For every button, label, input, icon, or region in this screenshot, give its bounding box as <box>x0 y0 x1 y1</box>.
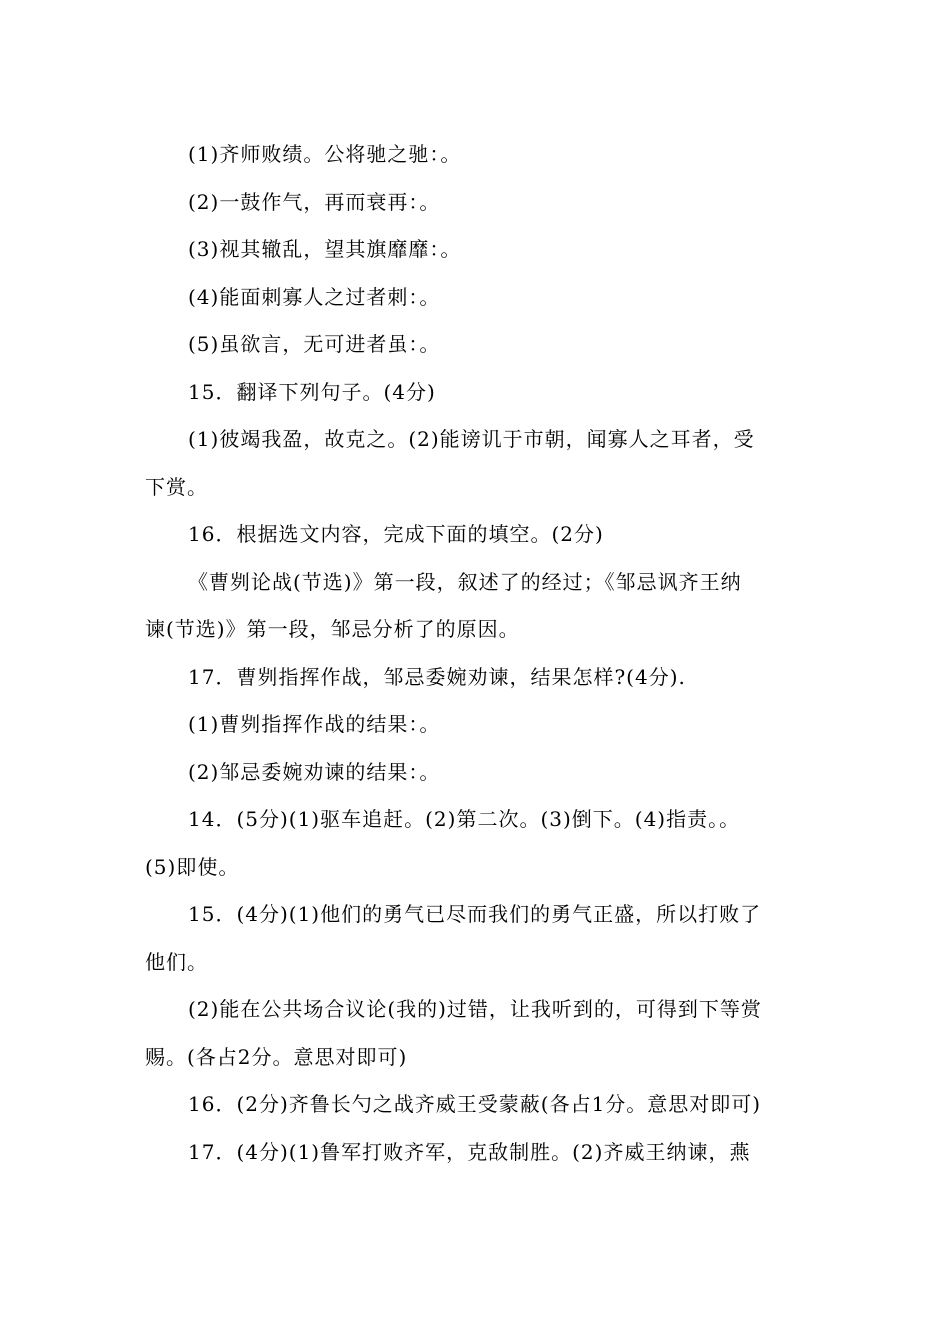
text-line-continuation: 谏(节选)》第一段，邹忌分析了的原因。 <box>145 617 520 641</box>
text-line-continuation: 赐。(各占2分。意思对即可) <box>145 1044 408 1069</box>
text-line: (4)能面刺寡人之过者刺：。 <box>188 284 441 309</box>
text-line: 《曹刿论战(节选)》第一段，叙述了的经过；《邹忌讽齐王纳 <box>188 569 742 594</box>
text-line-continuation: (5)即使。 <box>145 854 240 879</box>
answer-line: 15．(4分)(1)他们的勇气已尽而我们的勇气正盛，所以打败了 <box>188 902 762 926</box>
question-heading: 15．翻译下列句子。(4分) <box>188 379 436 404</box>
question-heading: 17．曹刿指挥作战，邹忌委婉劝谏，结果怎样?(4分). <box>188 664 686 689</box>
text-line: (2)一鼓作气，再而衰再：。 <box>188 189 441 214</box>
text-line: (1)曹刿指挥作战的结果：。 <box>188 712 441 736</box>
text-line: (1)齐师败绩。公将驰之驰：。 <box>188 142 462 166</box>
question-heading: 16．根据选文内容，完成下面的填空。(2分) <box>188 522 604 546</box>
text-line: (2)邹忌委婉劝谏的结果：。 <box>188 759 441 784</box>
text-line: (3)视其辙乱，望其旗靡靡：。 <box>188 237 462 261</box>
text-line: (1)彼竭我盈，故克之。(2)能谤讥于市朝，闻寡人之耳者，受 <box>188 427 755 451</box>
answer-line: 17．(4分)(1)鲁军打败齐军，克敌制胜。(2)齐威王纳谏，燕 <box>188 1139 751 1164</box>
answer-line: 16．(2分)齐鲁长勺之战齐威王受蒙蔽(各占1分。意思对即可) <box>188 1092 762 1116</box>
answer-line: 14．(5分)(1)驱车追赶。(2)第二次。(3)倒下。(4)指责。。 <box>188 807 741 831</box>
document-body <box>145 136 810 1181</box>
answer-line: (2)能在公共场合议论(我的)过错，让我听到的，可得到下等赏 <box>188 997 762 1021</box>
text-line-continuation: 下赏。 <box>145 474 208 499</box>
text-line: (5)虽欲言，无可进者虽：。 <box>188 332 441 356</box>
text-line-continuation: 他们。 <box>145 949 208 974</box>
